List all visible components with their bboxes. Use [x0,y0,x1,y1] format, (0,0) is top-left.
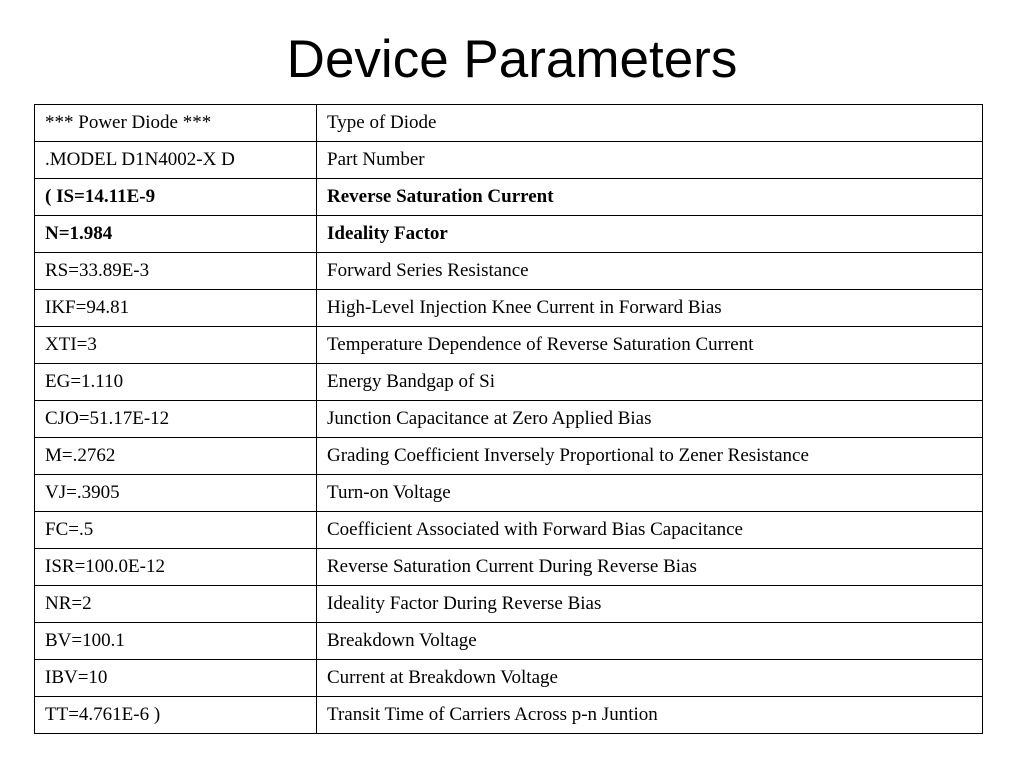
table-row [35,105,983,142]
parameter-cell: EG=1.110 [35,364,317,401]
description-cell: Type of Diode [317,105,983,142]
parameter-cell: NR=2 [35,586,317,623]
description-cell: Ideality Factor [317,216,983,253]
table-row [35,660,983,697]
description-cell: Coefficient Associated with Forward Bias Capacitance [317,512,983,549]
table-row [35,401,983,438]
description-cell: Grading Coefficient Inversely Proportional to Zener Resistance [317,438,983,475]
slide-title: Device Parameters [286,30,738,89]
parameter-cell: ( IS=14.11E-9 [35,179,317,216]
table-row [35,438,983,475]
description-cell: Reverse Saturation Current [317,179,983,216]
description-cell: High-Level Injection Knee Current in Forward Bias [317,290,983,327]
table-row [35,586,983,623]
description-cell: Breakdown Voltage [317,623,983,660]
table-row [35,327,983,364]
parameter-cell: M=.2762 [35,438,317,475]
description-cell: Forward Series Resistance [317,253,983,290]
parameter-cell: *** Power Diode *** [35,105,317,142]
table-row [35,179,983,216]
description-cell: Junction Capacitance at Zero Applied Bias [317,401,983,438]
parameter-cell: N=1.984 [35,216,317,253]
parameter-cell: FC=.5 [35,512,317,549]
parameter-cell: XTI=3 [35,327,317,364]
parameter-cell: VJ=.3905 [35,475,317,512]
description-cell: Transit Time of Carriers Across p-n Juntion [317,697,983,734]
table-row [35,290,983,327]
description-cell: Part Number [317,142,983,179]
description-cell: Ideality Factor During Reverse Bias [317,586,983,623]
table-row [35,549,983,586]
table-row [35,253,983,290]
table-row [35,512,983,549]
table-row [35,216,983,253]
description-cell: Current at Breakdown Voltage [317,660,983,697]
description-cell: Reverse Saturation Current During Reverse Bias [317,549,983,586]
parameter-cell: RS=33.89E-3 [35,253,317,290]
device-parameters-table [34,104,983,734]
parameter-cell: CJO=51.17E-12 [35,401,317,438]
table-body [35,105,983,734]
table-row [35,364,983,401]
parameter-cell: IKF=94.81 [35,290,317,327]
description-cell: Temperature Dependence of Reverse Saturation Current [317,327,983,364]
table-row [35,697,983,734]
table-row [35,142,983,179]
description-cell: Energy Bandgap of Si [317,364,983,401]
parameter-cell: BV=100.1 [35,623,317,660]
table-row [35,623,983,660]
parameter-cell: ISR=100.0E-12 [35,549,317,586]
parameter-cell: .MODEL D1N4002-X D [35,142,317,179]
table-row [35,475,983,512]
parameter-cell: IBV=10 [35,660,317,697]
description-cell: Turn-on Voltage [317,475,983,512]
parameter-cell: TT=4.761E-6 ) [35,697,317,734]
